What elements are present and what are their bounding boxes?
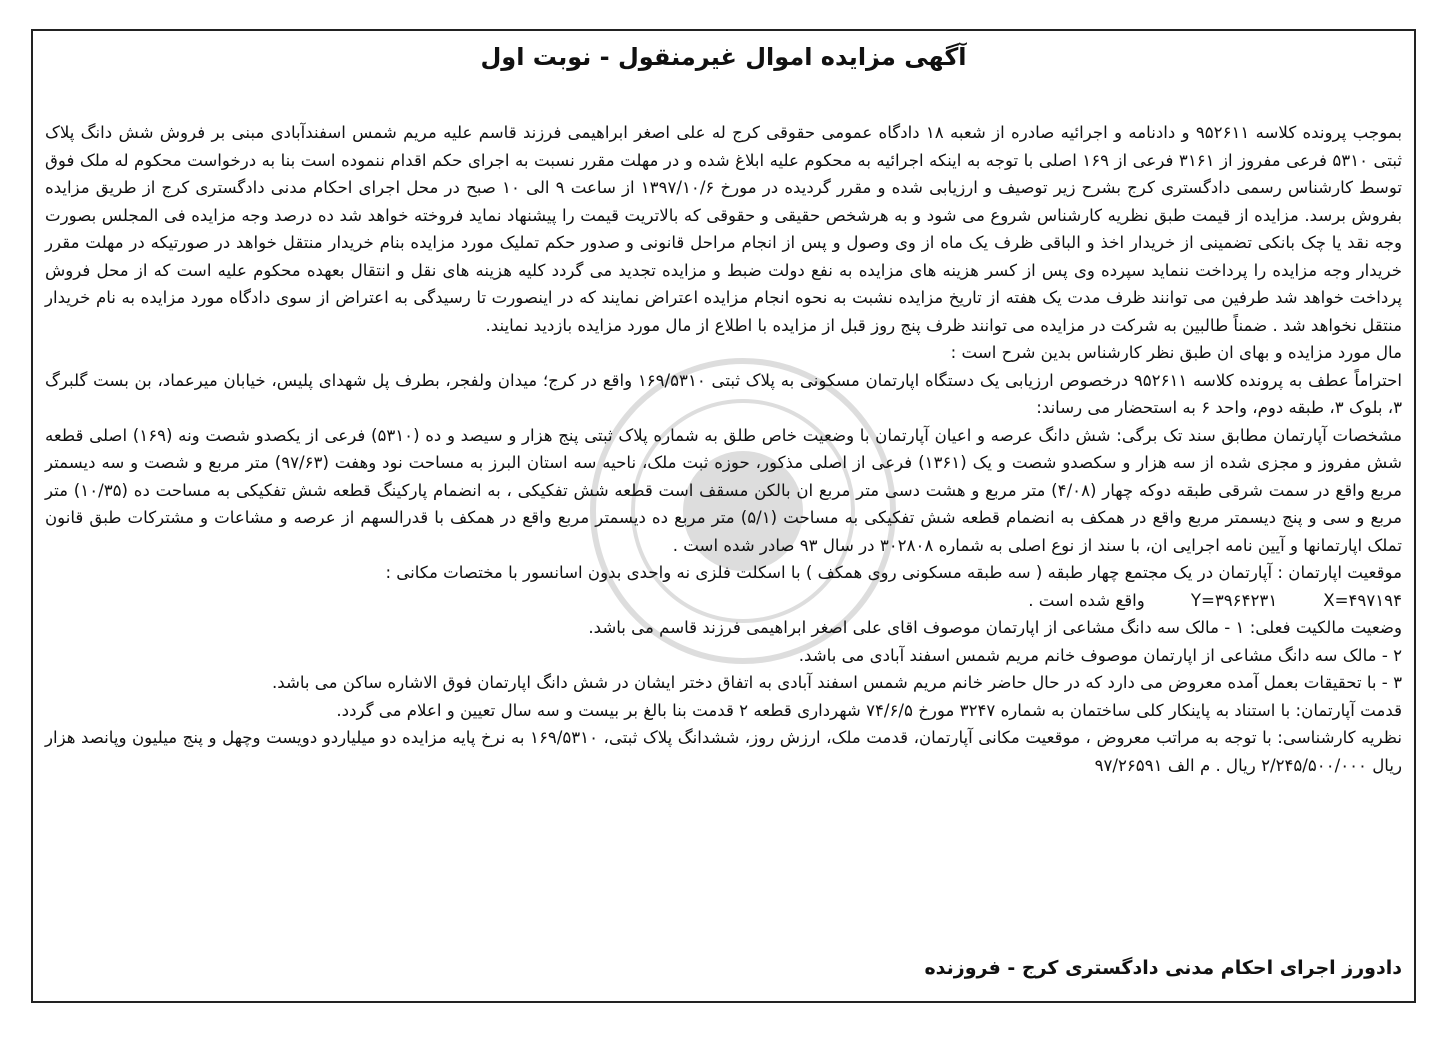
notice-frame xyxy=(31,29,1416,1003)
notice-paragraph: بموجب پرونده کلاسه ۹۵۲۶۱۱ و دادنامه و اجرائیه صادره از شعبه ۱۸ دادگاه عمومی حقوقی کرج له علی اصغر ابراهیمی فرزند قاسم علیه مریم شمس اسفندآبادی مبنی بر فروش شش دانگ پلاک ثبتی ۵۳۱۰ فرعی مفروز از ۳۱۶۱ فرعی از ۱۶۹ اصلی با توجه به اینکه اجرائیه به محکوم علیه ابلاغ شده و در مهلت مقرر نسبت به اجرای حکم اقدام ننموده است بنا به درخواست محکوم له ملک فوق توسط کارشناس رسمی دادگستری کرج بشرح زیر توصیف و ارزیابی شده و مقرر گردیده در مورخ ۱۳۹۷/۱۰/۶ از ساعت ۹ الی ۱۰ صبح در محل اجرای احکام مدنی دادگستری کرج از طریق مزایده بفروش برسد. مزایده از قیمت طبق نظریه کارشناس شروع می شود و به هرشخص حقیقی و حقوقی که بالاتریت قیمت را پیشنهاد نماید فروخته خواهد شد ده درصد وجه مزایده فی المجلس بصورت وجه نقد یا چک بانکی تضمینی از خریدار اخذ و الباقی ظرف یک ماه از وی وصول و پس از انجام مراحل قانونی و صدور حکم تملیک مورد مزایده بنام خریدار منتقل خواهد در صورتیکه در مهلت مقرر خریدار وجه مزایده را پرداخت ننماید سپرده وی پس از کسر هزینه های مزایده به نفع دولت ضبط و مزایده تجدید می گردد کلیه هزینه های نقل و انتقال بعهده محکوم علیه است که از محل فروش پرداخت خواهد شد طرفین می توانند ظرف مدت یک هفته از تاریخ مزایده نشبت به نحوه انجام مزایده اعتراض نمایند که در اینصورت تا رسیدگی به اعتراض از سوی دادگاه مورد مزایده به نام خریدار منتقل نخواهد شد . ضمناً طالبین به شرکت در مزایده می توانند ظرف پنج روز قبل از مزایده با اطلاع از مال مورد مزایده بازدید نمایند. xyxy=(45,123,1403,335)
notice-title: آگهی مزایده اموال غیرمنقول - نوبت اول xyxy=(480,43,967,71)
notice-paragraph: نظریه کارشناسی: با توجه به مراتب معروض ، موقعیت مکانی آپارتمان، قدمت ملک، ارزش روز، ششدانگ پلاک ثبتی، ۱۶۹/۵۳۱۰ به نرخ پایه مزایده دو میلیاردو دویست وچهل و پنج میلیون وپانصد هزار ریال ۲/۲۴۵/۵۰۰/۰۰۰ ریال . م الف ۹۷/۲۶۵۹۱ xyxy=(45,728,1402,775)
coordinate-y: Y=۳۹۶۴۲۳۱ xyxy=(1190,590,1278,610)
notice-paragraph: قدمت آپارتمان: با استناد به پاینکار کلی ساختمان به شماره ۳۲۴۷ مورخ ۷۴/۶/۵ شهرداری قطعه ۲ قدمت بنا بالغ بر بیست و سه سال تعیین و اعلام می گردد. xyxy=(336,700,1402,720)
notice-paragraph: مال مورد مزایده و بهای ان طبق نظر کارشناس بدین شرح است : xyxy=(950,343,1402,362)
coordinate-suffix: واقع شده است . xyxy=(1028,590,1145,610)
coordinate-x: X=۴۹۷۱۹۴ xyxy=(1323,590,1402,610)
notice-paragraph: ۲ - مالک سه دانگ مشاعی از اپارتمان موصوف خانم مریم شمس اسفند آبادی می باشد. xyxy=(798,645,1402,665)
notice-body xyxy=(45,119,1402,779)
notice-paragraph: احتراماً عطف به پرونده کلاسه ۹۵۲۶۱۱ درخصوص ارزیابی یک دستگاه اپارتمان مسکونی به پلاک ثبتی ۱۶۹/۵۳۱۰ واقع در کرج؛ میدان ولفجر، بطرف پل شهدای پلیس، خیابان میرعماد، بن بست گلبرگ ۳، بلوک ۳، طبقه دوم، واحد ۶ به استحضار می رساند: xyxy=(45,370,1402,417)
notice-paragraph: مشخصات آپارتمان مطابق سند تک برگی: شش دانگ عرصه و اعیان آپارتمان با وضعیت خاص طلق به شماره پلاک ثبتی پنج هزار و سیصد و ده (۵۳۱۰) فرعی از یکصدو شصت ونه (۱۶۹) اصلی قطعه شش مفروز و مجزی شده از سه هزار و سکصدو شصت و یک (۱۳۶۱) فرعی از اصلی مذکور، حوزه ثبت ملک، ناحیه سه استان البرز به مساحت نود وهفت (۹۷/۶۳) متر مربع و شصت و سه دیسمتر مربع واقع در سمت شرقی طبقه دوکه چهار (۴/۰۸) متر مربع و هشت دسی متر مربع ان بالکن مسقف است قطعه شش تفکیکی ، به انضمام پارکینگ قطعه شش تفکیکی به مساحت ده (۱۰/۳۵) متر مربع و سی و پنج دیسمتر مربع واقع در همکف به انضمام قطعه شش تفکیکی به مساحت (۵/۱) متر مربع ده دیسمتر مربع واقع در همکف با قدرالسهم از عرصه و مشاعات و مشترکات طبق قانون تملک اپارتمانها و آیین نامه اجرایی ان، با سند از نوع اصلی به شماره ۳۰۲۸۰۸ در سال ۹۳ صادر شده است . xyxy=(45,425,1402,555)
notice-paragraph: وضعیت مالکیت فعلی: ۱ - مالک سه دانگ مشاعی از اپارتمان موصوف اقای علی اصغر ابراهیمی فرزند قاسم می باشد. xyxy=(588,618,1402,637)
notice-paragraph: موقعیت اپارتمان : آپارتمان در یک مجتمع چهار طبقه ( سه طبقه مسکونی روی همکف ) با اسکلت فلزی نه واحدی بدون اسانسور با مختصات مکانی : xyxy=(385,563,1402,582)
notice-signature: دادورز اجرای احکام مدنی دادگستری کرج - فروزنده xyxy=(924,957,1402,979)
coordinates-row xyxy=(45,587,1402,615)
notice-paragraph: ۳ - با تحقیقات بعمل آمده معروض می دارد که در حال حاضر خانم مریم شمس اسفند آبادی به اتفاق دختر ایشان در شش دانگ اپارتمان فوق الاشاره ساکن می باشد. xyxy=(271,673,1402,692)
